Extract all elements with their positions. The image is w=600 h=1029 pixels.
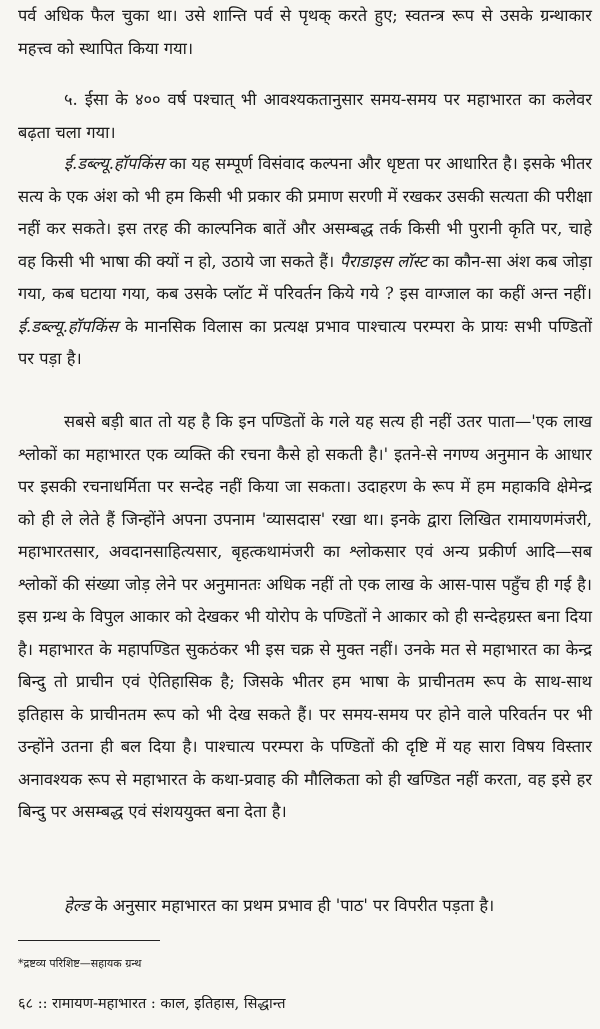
text-segment: का कौन-सा अंश कब जोड़ा गया, कब घटाया गया, कब उसके प्लॉट में परिवर्तन किये गये ? इस वाग्जाल का कहीं अन्त नहीं। (18, 251, 593, 303)
paragraph-3-text (18, 148, 592, 376)
text-segment: का यह सम्पूर्ण विसंवाद कल्पना और धृष्टता पर आधारित है। इसके भीतर सत्य के एक अंश को भी हम किसी भी प्रकार की प्रमाण सरणी में रखकर उसकी सत्यता की परीक्षा नहीं कर सकते। इस तरह की काल्पनिक बातें और असम्बद्ध तर्क किसी भी पुरानी कृति पर, चाहे वह किसी भी भाषा की क्यों न हो, उठाये जा सकते हैं। (18, 154, 592, 271)
text-segment: के मानसिक विलास का प्रत्यक्ष प्रभाव पाश्चात्य परम्परा के प्रायः सभी पण्डितों पर पड़ा है। (18, 316, 592, 368)
footnote: *द्रष्टव्य परिशिष्ट—सहायक ग्रन्थ (18, 957, 142, 970)
footnote-divider (18, 940, 160, 941)
paragraph-3 (18, 148, 592, 376)
paragraph-4-text (18, 406, 592, 829)
paragraph-2-text (18, 84, 592, 149)
paragraph-5 (18, 890, 592, 923)
author-name-hopkins: ई.डब्ल्यू.हॉपकिंस (18, 316, 119, 336)
text-segment: सबसे बड़ी बात तो यह है कि इन पण्डितों के गले यह सत्य ही नहीं उतर पाता—'एक लाख श्लोकों का महाभारत एक व्यक्ति की रचना कैसे हो सकती है।' इतने-से नगण्य अनुमान के आधार पर इसकी रचनाधर्मिता पर सन्देह नहीं किया जा सकता। उदाहरण के रूप में हम महाकवि क्षेमेन्द्र को ही ले लेते हैं जिन्होंने अपना उपनाम 'व्यासदास' रखा था। इनके द्वारा लिखित रामायणमंजरी, महाभारतसार, अवदानसाहित्यसार, बृहत्कथामंजरी का श्लोकसार एवं अन्य प्रकीर्ण आदि—सब श्लोकों की संख्या जोड़ लेने पर अनुमानतः अधिक नहीं तो एक लाख के आस-पास पहुँच ही गई है। इस ग्रन्थ के विपुल आकार को देखकर भी योरोप के पण्डितों ने आकार को ही सन्देहग्रस्त बना दिया है। महाभारत के महापण्डित सुकठंकर भी इस चक्र से मुक्त नहीं। उनके मत से महाभारत का केन्द्र बिन्दु तो प्राचीन एवं ऐतिहासिक है; जिसके भीतर हम भाषा के प्राचीनतम रूप के साथ-साथ इतिहास के प्राचीनतम रूप को भी देख सकते हैं। पर समय-समय पर होने वाले परिवर्तन पर भी उन्होंने उतना ही बल दिया है। पाश्चात्य परम्परा के पण्डितों की दृष्टि में यह सारा विषय विस्तार अनावश्यक रूप से महाभारत के कथा-प्रवाह की मौलिकता को ही खण्डित नहीं करता, वह इसे हर बिन्दु पर असम्बद्ध एवं संशययुक्त बना देता है। (18, 412, 592, 821)
title-paradise-lost: पैराडाइस लॉस्ट (339, 251, 428, 271)
text-segment: ५. ईसा के ४०० वर्ष पश्चात् भी आवश्यकतानुसार समय-समय पर महाभारत का कलेवर बढ़ता चला गया। (18, 90, 592, 142)
paragraph-4 (18, 406, 592, 829)
paragraph-5-text (18, 890, 592, 923)
text-segment: पर्व अधिक फैल चुका था। उसे शान्ति पर्व से पृथक् करते हुए; स्वतन्त्र रूप से उसके ग्रन्थाकार महत्त्व को स्थापित किया गया। (18, 6, 592, 58)
author-name-hopkins: ई.डब्ल्यू.हॉपकिंस (64, 154, 165, 173)
paragraph-1-text (18, 0, 592, 65)
text-segment: के अनुसार महाभारत का प्रथम प्रभाव ही 'पाठ' पर विपरीत पड़ता है। (89, 896, 495, 915)
paragraph-2 (18, 84, 592, 149)
paragraph-1 (18, 0, 592, 65)
page-footer: ६८ :: रामायण-महाभारत : काल, इतिहास, सिद्धान्त (18, 996, 286, 1012)
author-name-held: हेल्ड (64, 896, 90, 915)
